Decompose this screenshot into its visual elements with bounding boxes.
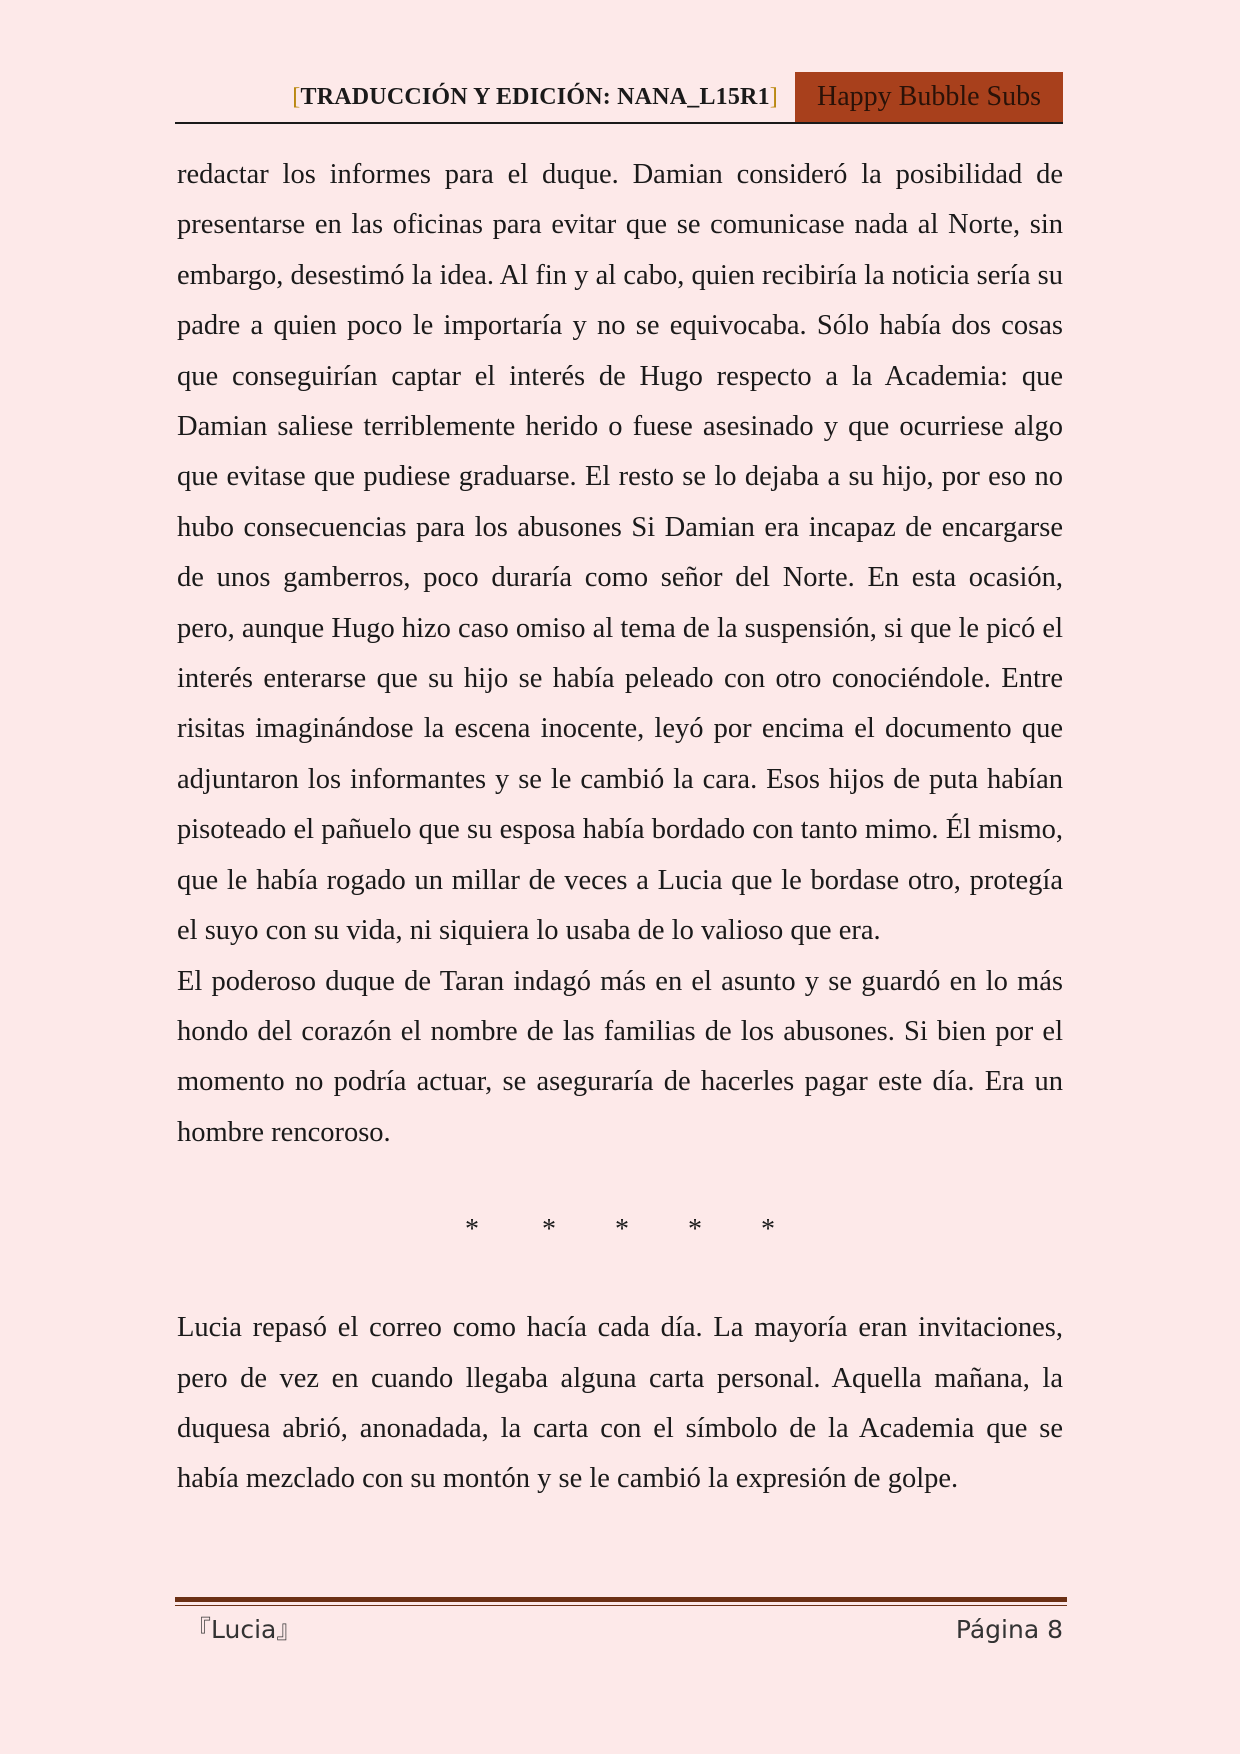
header-rule [175,122,1063,124]
page-header [175,72,1063,124]
credit-bracket-open: [ [292,84,301,110]
paragraph-3: Lucia repasó el correo como hacía cada día. La mayoría eran invitaciones, pero de vez en cuando llegaba alguna carta personal. Aquella mañana, la duquesa abrió, anonadada, la carta con el símbolo de la Academia que se había mezclado con su montón y se le cambió la expresión de golpe. [177,1312,1063,1495]
footer-rule [175,1597,1067,1602]
book-title: 『Lucia』 [186,1615,302,1644]
separator-star: * [465,1214,479,1246]
page-content [177,150,1063,1505]
paragraph-1: redactar los informes para el duque. Damian consideró la posibilidad de presentarse en las oficinas para evitar que se comunicase nada al Norte, sin embargo, desestimó la idea. Al fin y al cabo, quien recibiría la noticia sería su padre a quien poco le importaría y no se equivocaba. Sólo había dos cosas que conseguirían captar el interés de Hugo respecto a la Academia: que Damian saliese terriblemente herido o fuese asesinado y que ocurriese algo que evitase que pudiese graduarse. El resto se lo dejaba a su hijo, por eso no hubo consecuencias para los abusones Si Damian era incapaz de encargarse de unos gamberros, poco duraría como señor del Norte. En esta ocasión, pero, aunque Hugo hizo caso omiso al tema de la suspensión, si que le picó el interés enterarse que su hijo se había peleado con otro conociéndole. Entre risitas imaginándose la escena inocente, leyó por encima el documento que adjuntaron los informantes y se le cambió la cara. Esos hijos de puta habían pisoteado el pañuelo que su esposa había bordado con tanto mimo. Él mismo, que le había rogado un millar de veces a Lucia que le bordase otro, protegía el suyo con su vida, ni siquiera lo usaba de lo valioso que era. [177,159,1063,947]
paragraph-2: El poderoso duque de Taran indagó más en el asunto y se guardó en lo más hondo del corazón el nombre de las familias de los abusones. Si bien por el momento no podría actuar, se aseguraría de hacerles pagar este día. Era un hombre rencoroso. [177,965,1063,1148]
group-badge: Happy Bubble Subs [795,72,1063,122]
scene-separator [177,1205,1063,1255]
page-number: Página 8 [955,1615,1063,1644]
separator-star: * [688,1214,702,1246]
separator-star: * [761,1214,775,1246]
credit-text: TRADUCCIÓN Y EDICIÓN: NANA_L15R1 [300,84,770,110]
footer-rule-thin [175,1605,1067,1606]
translation-credit [292,84,778,111]
separator-star: * [542,1214,556,1246]
separator-star: * [615,1214,629,1246]
credit-bracket-close: ] [769,84,778,110]
